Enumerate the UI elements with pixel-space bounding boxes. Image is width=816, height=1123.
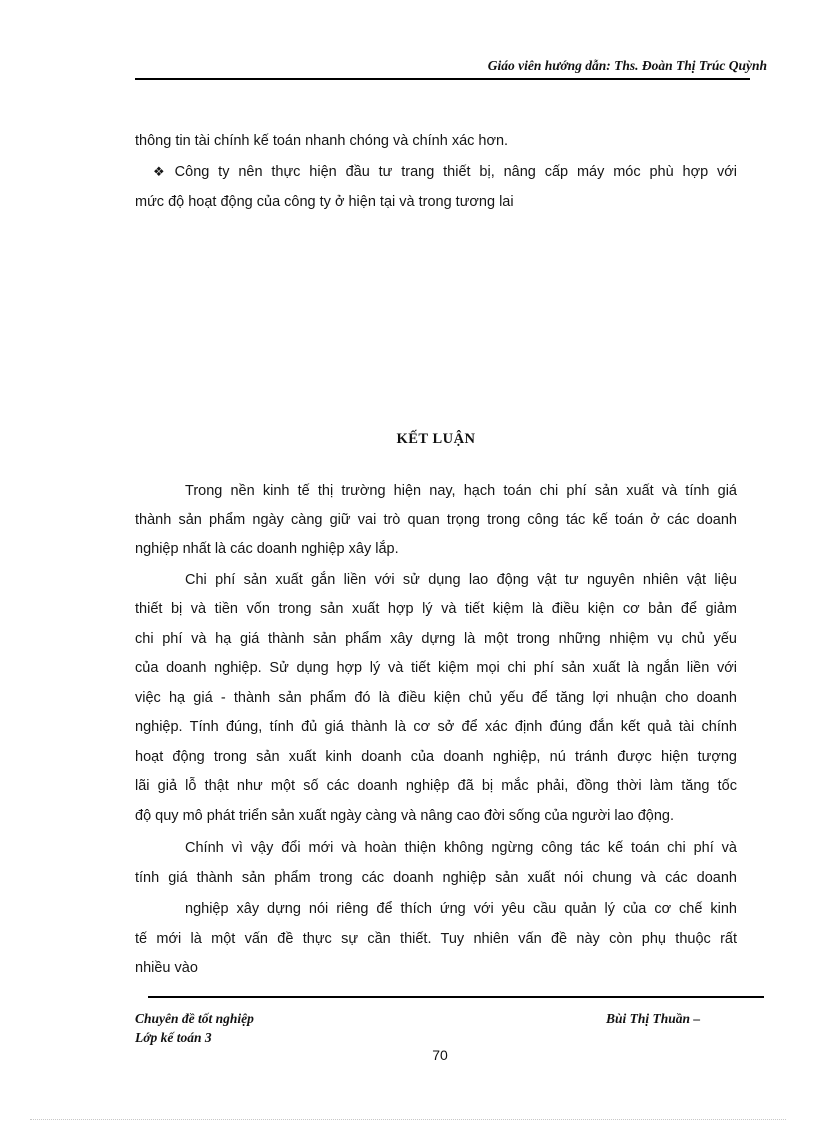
conclusion-heading: KẾT LUẬN (396, 431, 476, 447)
footer-class-name: Lớp kế toán 3 (135, 1030, 212, 1045)
bullet-text: Công ty nên thực hiện đầu tư trang thiết bị, nâng cấp máy móc phù hợp với (174, 164, 737, 180)
footer-author: Bùi Thị Thuần – (606, 1011, 701, 1026)
paragraph-line: nghiệp nhất là các doanh nghiệp xây lắp. (135, 541, 399, 557)
paragraph-line: việc hạ giá - thành sản phẩm đó là điều kiện chủ yếu để tăng lợi nhuận cho doanh (135, 690, 737, 706)
paragraph-line: tế mới là một vấn đề thực sự cần thiết. Tuy nhiên vấn đề này còn phụ thuộc rất (135, 931, 737, 947)
paragraph-line: thiết bị và tiền vốn trong sản xuất hợp lý và tiết kiệm là điều kiện cơ bản để giảm (135, 601, 737, 617)
footer-divider (148, 996, 764, 998)
page-number: 70 (432, 1047, 448, 1063)
bullet-continuation: mức độ hoạt động của công ty ở hiện tại và trong tương lai (135, 194, 514, 210)
paragraph-line: nghiệp xây dựng nói riêng để thích ứng với yêu cầu quản lý của cơ chế kinh (185, 901, 737, 917)
paragraph-line: độ quy mô phát triển sản xuất ngày càng và nâng cao đời sống của người lao động. (135, 808, 674, 824)
bullet-item (153, 162, 737, 182)
paragraph-line: hoạt động trong sản xuất kinh doanh của doanh nghiệp, nú tránh được hiện tượng (135, 749, 737, 765)
page-edge-divider (30, 1119, 786, 1120)
diamond-bullet-icon: ❖ (153, 164, 165, 179)
paragraph-line: Chi phí sản xuất gắn liền với sử dụng lao động vật tư nguyên nhiên vật liệu (185, 572, 737, 588)
paragraph-line: Trong nền kinh tế thị trường hiện nay, hạch toán chi phí sản xuất và tính giá (185, 483, 737, 499)
paragraph-line: tính giá thành sản phẩm trong các doanh nghiệp sản xuất nói chung và các doanh (135, 870, 737, 886)
paragraph-line: nhiều vào (135, 960, 198, 976)
paragraph-line: Chính vì vậy đổi mới và hoàn thiện không ngừng công tác kế toán chi phí và (185, 840, 737, 856)
footer-document-type: Chuyên đề tốt nghiệp (135, 1011, 254, 1026)
paragraph-line: của doanh nghiệp. Sử dụng hợp lý và tiết kiệm mọi chi phí sản xuất là ngắn liền với (135, 660, 737, 676)
paragraph-line: nghiệp. Tính đúng, tính đủ giá thành là cơ sở để xác định đúng đắn kết quả tài chính (135, 719, 737, 735)
page-header-title: Giáo viên hướng dẫn: Ths. Đoàn Thị Trúc Quỳnh (487, 58, 767, 73)
paragraph-line: thành sản phẩm ngày càng giữ vai trò quan trọng trong công tác kế toán ở các doanh (135, 512, 737, 528)
header-divider (135, 78, 750, 80)
paragraph-line: lãi giả lỗ thật như một số các doanh nghiệp đã bị mắc phải, đồng thời làm tăng tốc (135, 778, 737, 794)
paragraph-line: chi phí và hạ giá thành sản phẩm xây dựng là một trong những nhiệm vụ chủ yếu (135, 631, 737, 647)
intro-line: thông tin tài chính kế toán nhanh chóng và chính xác hơn. (135, 133, 509, 149)
